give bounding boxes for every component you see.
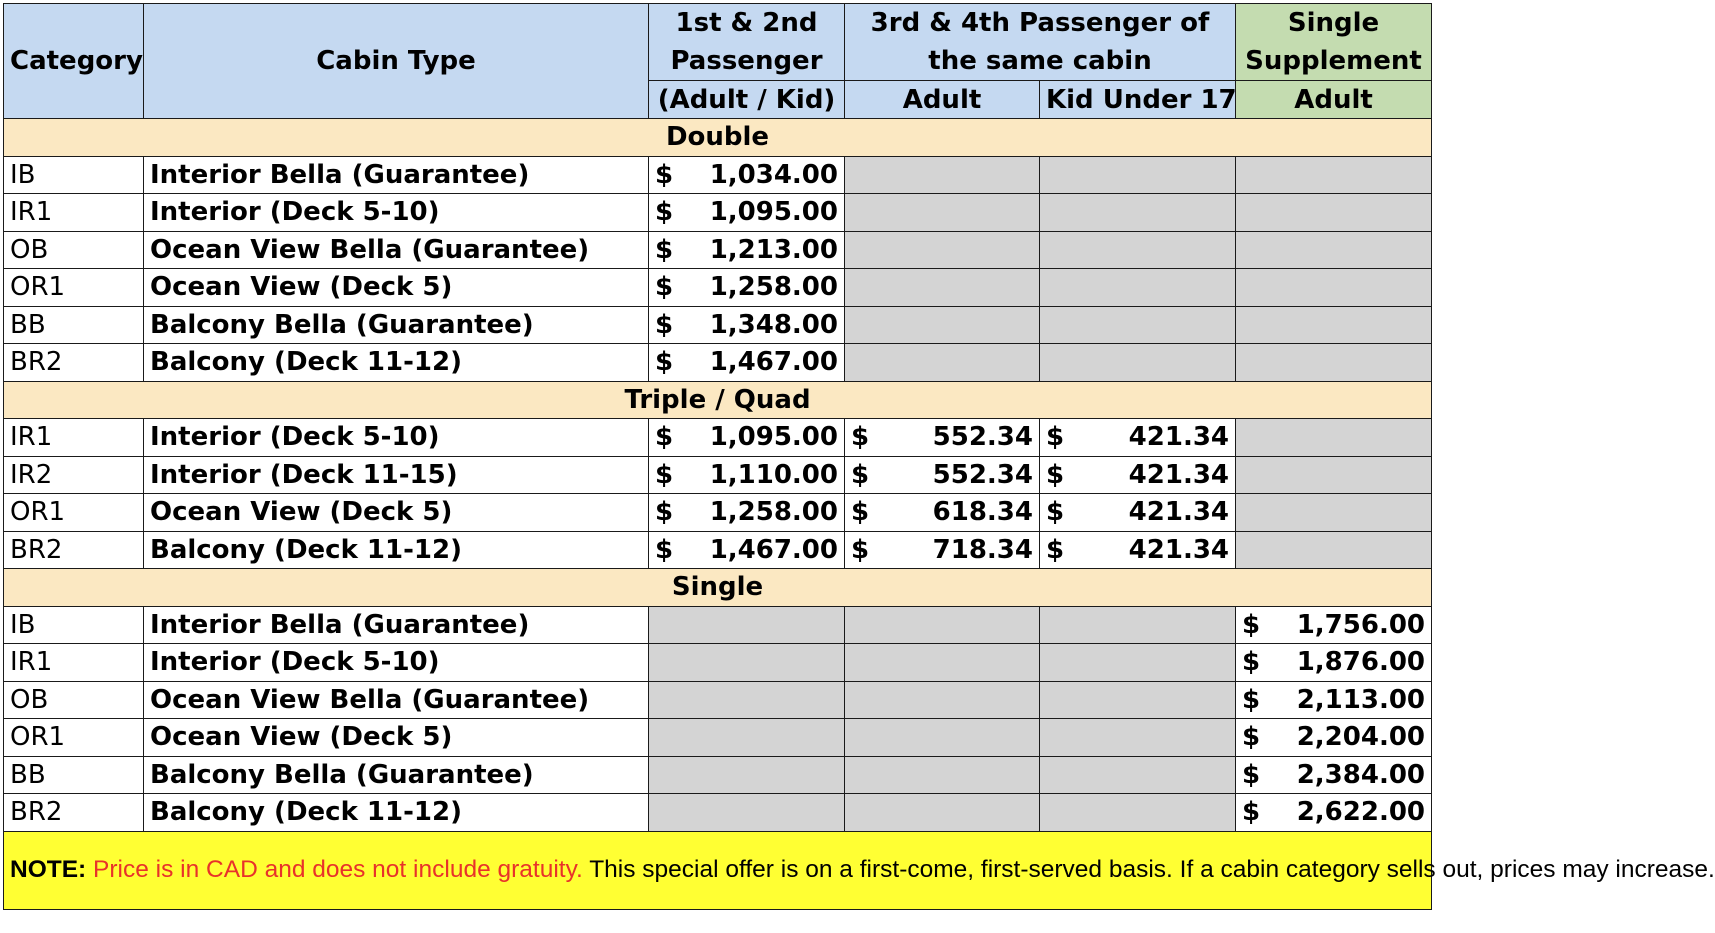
price-amount: 2,622.00 — [1296, 797, 1426, 828]
header-category: Category — [4, 4, 144, 119]
currency-symbol: $ — [655, 422, 674, 453]
price-amount: 1,467.00 — [709, 347, 838, 378]
section-row — [4, 119, 1432, 157]
empty-cell — [1236, 456, 1432, 494]
category-cell: BB — [4, 756, 144, 794]
empty-cell — [845, 794, 1040, 832]
price-third-fourth-adult — [845, 531, 1040, 569]
cabin-type-cell: Balcony (Deck 11-12) — [144, 794, 649, 832]
price-amount: 421.34 — [1128, 534, 1230, 565]
cabin-type-cell: Balcony Bella (Guarantee) — [144, 756, 649, 794]
empty-cell — [1040, 756, 1236, 794]
price-third-fourth-kid — [1040, 456, 1236, 494]
price-single-supplement — [1236, 681, 1432, 719]
price-amount: 1,258.00 — [709, 497, 838, 528]
price-amount: 1,095.00 — [709, 197, 838, 228]
cruise-rate-table — [3, 3, 1715, 910]
empty-cell — [1040, 231, 1236, 269]
note-highlight: Price is in CAD and does not include gratuity. — [93, 856, 583, 883]
empty-cell — [1236, 531, 1432, 569]
cabin-type-cell: Interior (Deck 5-10) — [144, 194, 649, 232]
price-amount: 421.34 — [1128, 459, 1230, 490]
cabin-type-cell: Balcony (Deck 11-12) — [144, 344, 649, 382]
category-cell: BR2 — [4, 531, 144, 569]
table-row — [4, 456, 1432, 494]
price-third-fourth-adult — [845, 494, 1040, 532]
category-cell: IR1 — [4, 194, 144, 232]
empty-cell — [845, 606, 1040, 644]
category-cell: BR2 — [4, 794, 144, 832]
category-cell: OR1 — [4, 269, 144, 307]
category-cell: OB — [4, 681, 144, 719]
section-row — [4, 381, 1432, 419]
price-amount: 2,384.00 — [1296, 759, 1426, 790]
empty-cell — [1236, 269, 1432, 307]
empty-cell — [1040, 306, 1236, 344]
empty-cell — [845, 194, 1040, 232]
price-first-second — [649, 456, 845, 494]
cabin-type-cell: Ocean View Bella (Guarantee) — [144, 681, 649, 719]
empty-cell — [1040, 644, 1236, 682]
empty-cell — [1236, 494, 1432, 532]
table-row — [4, 269, 1432, 307]
table-row — [4, 531, 1432, 569]
price-amount: 421.34 — [1128, 422, 1230, 453]
price-third-fourth-kid — [1040, 494, 1236, 532]
empty-cell — [1236, 194, 1432, 232]
currency-symbol: $ — [1242, 759, 1261, 790]
currency-symbol: $ — [851, 497, 870, 528]
header-cabin-type: Cabin Type — [144, 4, 649, 119]
empty-cell — [1236, 231, 1432, 269]
price-single-supplement — [1236, 756, 1432, 794]
note-text: This special offer is on a first-come, first-served basis. If a cabin category sells out, prices may increase. — [589, 856, 1715, 883]
cabin-type-cell: Ocean View (Deck 5) — [144, 494, 649, 532]
empty-cell — [649, 794, 845, 832]
currency-symbol: $ — [655, 197, 674, 228]
price-amount: 421.34 — [1128, 497, 1230, 528]
category-cell: BB — [4, 306, 144, 344]
empty-cell — [1040, 794, 1236, 832]
header-first-second-passenger: 1st & 2nd Passenger — [649, 4, 845, 81]
table-footer — [4, 831, 1715, 909]
price-amount: 1,213.00 — [709, 234, 838, 265]
cabin-type-cell: Ocean View (Deck 5) — [144, 269, 649, 307]
price-amount: 1,034.00 — [709, 159, 838, 190]
table-row — [4, 194, 1432, 232]
price-first-second — [649, 194, 845, 232]
header-single-supplement-sub: Adult — [1236, 81, 1432, 119]
price-first-second — [649, 531, 845, 569]
price-amount: 2,113.00 — [1296, 684, 1426, 715]
table-row — [4, 756, 1432, 794]
currency-symbol: $ — [1046, 422, 1065, 453]
price-amount: 1,467.00 — [709, 534, 838, 565]
price-third-fourth-adult — [845, 419, 1040, 457]
currency-symbol: $ — [655, 347, 674, 378]
currency-symbol: $ — [1242, 797, 1261, 828]
currency-symbol: $ — [655, 234, 674, 265]
currency-symbol: $ — [1046, 534, 1065, 565]
category-cell: IR1 — [4, 644, 144, 682]
empty-cell — [649, 644, 845, 682]
cabin-type-cell: Ocean View (Deck 5) — [144, 719, 649, 757]
empty-cell — [1040, 156, 1236, 194]
cabin-type-cell: Interior (Deck 11-15) — [144, 456, 649, 494]
currency-symbol: $ — [655, 534, 674, 565]
header-single-supplement: Single Supplement — [1236, 4, 1432, 81]
price-amount: 1,876.00 — [1296, 647, 1426, 678]
table-header — [4, 4, 1432, 119]
price-first-second — [649, 306, 845, 344]
cabin-type-cell: Interior Bella (Guarantee) — [144, 606, 649, 644]
price-first-second — [649, 494, 845, 532]
currency-symbol: $ — [851, 534, 870, 565]
currency-symbol: $ — [1242, 722, 1261, 753]
price-first-second — [649, 231, 845, 269]
table-row — [4, 419, 1432, 457]
header-third-fourth-adult: Adult — [845, 81, 1040, 119]
empty-cell — [1236, 306, 1432, 344]
category-cell: IB — [4, 156, 144, 194]
category-cell: IR2 — [4, 456, 144, 494]
cabin-type-cell: Interior (Deck 5-10) — [144, 419, 649, 457]
price-amount: 1,095.00 — [709, 422, 838, 453]
price-first-second — [649, 344, 845, 382]
currency-symbol: $ — [1242, 609, 1261, 640]
currency-symbol: $ — [655, 459, 674, 490]
empty-cell — [845, 306, 1040, 344]
empty-cell — [1040, 194, 1236, 232]
table-row — [4, 494, 1432, 532]
empty-cell — [845, 644, 1040, 682]
currency-symbol: $ — [655, 497, 674, 528]
empty-cell — [845, 269, 1040, 307]
empty-cell — [845, 344, 1040, 382]
price-single-supplement — [1236, 794, 1432, 832]
empty-cell — [845, 231, 1040, 269]
empty-cell — [845, 681, 1040, 719]
price-first-second — [649, 419, 845, 457]
empty-cell — [1236, 156, 1432, 194]
table-row — [4, 156, 1432, 194]
note-row — [4, 831, 1715, 909]
table-row — [4, 644, 1432, 682]
price-single-supplement — [1236, 644, 1432, 682]
section-row — [4, 569, 1432, 607]
currency-symbol: $ — [851, 422, 870, 453]
table-row — [4, 344, 1432, 382]
price-single-supplement — [1236, 606, 1432, 644]
price-third-fourth-adult — [845, 456, 1040, 494]
category-cell: OR1 — [4, 494, 144, 532]
price-amount: 1,348.00 — [709, 309, 838, 340]
empty-cell — [1040, 681, 1236, 719]
empty-cell — [1040, 344, 1236, 382]
header-third-fourth-passenger: 3rd & 4th Passenger of the same cabin — [845, 4, 1236, 81]
price-amount: 718.34 — [932, 534, 1033, 565]
empty-cell — [649, 681, 845, 719]
empty-cell — [1236, 344, 1432, 382]
currency-symbol: $ — [1242, 647, 1261, 678]
price-third-fourth-kid — [1040, 419, 1236, 457]
cabin-type-cell: Interior Bella (Guarantee) — [144, 156, 649, 194]
price-amount: 1,756.00 — [1296, 609, 1426, 640]
table-row — [4, 306, 1432, 344]
table-row — [4, 681, 1432, 719]
price-first-second — [649, 156, 845, 194]
empty-cell — [1236, 419, 1432, 457]
cabin-type-cell: Interior (Deck 5-10) — [144, 644, 649, 682]
price-amount: 1,110.00 — [709, 459, 838, 490]
currency-symbol: $ — [655, 309, 674, 340]
section-title: Triple / Quad — [4, 381, 1432, 419]
table-row — [4, 719, 1432, 757]
currency-symbol: $ — [1046, 497, 1065, 528]
currency-symbol: $ — [655, 159, 674, 190]
table-row — [4, 794, 1432, 832]
table-row — [4, 231, 1432, 269]
empty-cell — [1040, 269, 1236, 307]
category-cell: IR1 — [4, 419, 144, 457]
header-first-second-sub: (Adult / Kid) — [649, 81, 845, 119]
empty-cell — [845, 719, 1040, 757]
section-title: Single — [4, 569, 1432, 607]
currency-symbol: $ — [851, 459, 870, 490]
section-title: Double — [4, 119, 1432, 157]
header-third-fourth-kid: Kid Under 17 — [1040, 81, 1236, 119]
table-row — [4, 606, 1432, 644]
price-amount: 1,258.00 — [709, 272, 838, 303]
cabin-type-cell: Ocean View Bella (Guarantee) — [144, 231, 649, 269]
currency-symbol: $ — [1242, 684, 1261, 715]
empty-cell — [649, 606, 845, 644]
category-cell: OR1 — [4, 719, 144, 757]
table-body — [4, 119, 1432, 832]
empty-cell — [845, 156, 1040, 194]
empty-cell — [649, 719, 845, 757]
price-single-supplement — [1236, 719, 1432, 757]
empty-cell — [1040, 606, 1236, 644]
price-amount: 618.34 — [932, 497, 1033, 528]
category-cell: IB — [4, 606, 144, 644]
currency-symbol: $ — [655, 272, 674, 303]
cabin-type-cell: Balcony (Deck 11-12) — [144, 531, 649, 569]
price-amount: 552.34 — [932, 422, 1033, 453]
empty-cell — [649, 756, 845, 794]
empty-cell — [1040, 719, 1236, 757]
price-amount: 552.34 — [932, 459, 1033, 490]
empty-cell — [845, 756, 1040, 794]
price-third-fourth-kid — [1040, 531, 1236, 569]
cabin-type-cell: Balcony Bella (Guarantee) — [144, 306, 649, 344]
note-label: NOTE: — [10, 856, 87, 883]
price-first-second — [649, 269, 845, 307]
category-cell: BR2 — [4, 344, 144, 382]
currency-symbol: $ — [1046, 459, 1065, 490]
category-cell: OB — [4, 231, 144, 269]
price-amount: 2,204.00 — [1296, 722, 1426, 753]
